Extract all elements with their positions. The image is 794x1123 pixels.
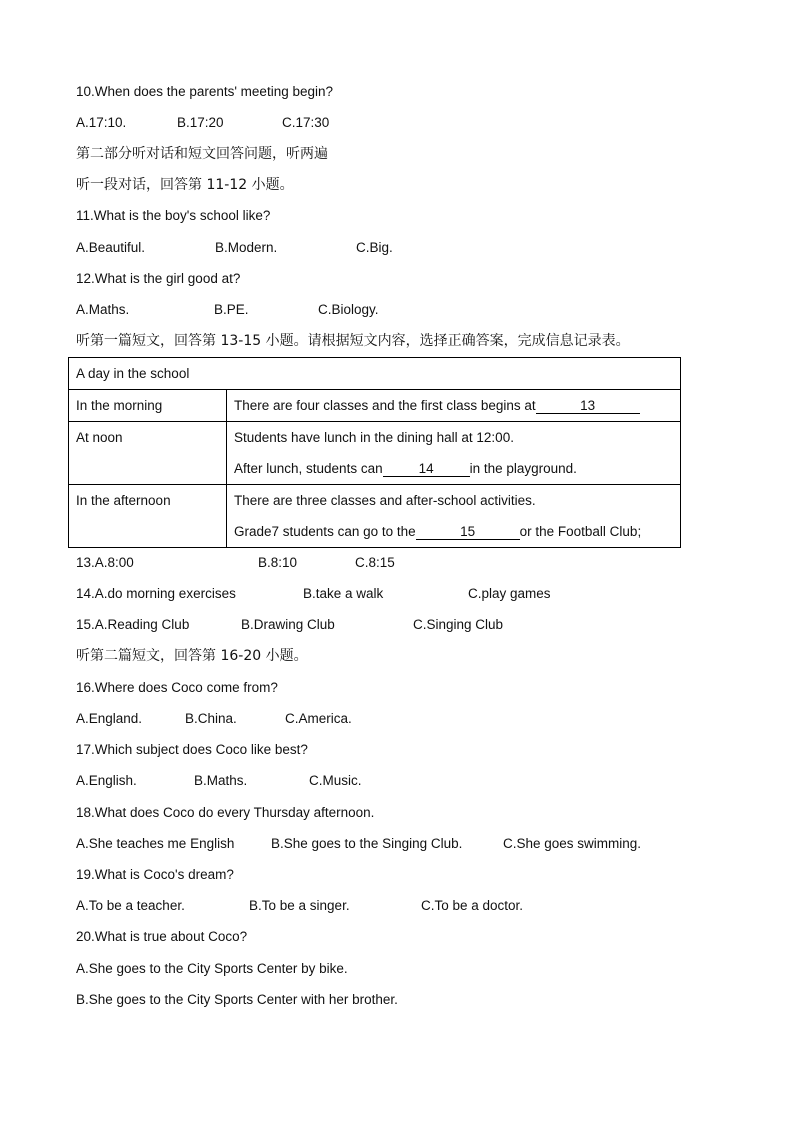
question-10: 10.When does the parents' meeting begin? xyxy=(76,84,334,99)
q13-option-c: C.8:15 xyxy=(355,555,395,570)
q16-option-b: B.China. xyxy=(185,711,237,726)
q13-option-b: B.8:10 xyxy=(258,555,298,570)
q15-option-c: C.Singing Club xyxy=(413,617,504,632)
q12-option-b: B.PE. xyxy=(214,302,249,317)
question-20: 20.What is true about Coco? xyxy=(76,929,248,944)
q16-option-a: A.England. xyxy=(76,711,143,726)
answer-blank-15: 15 xyxy=(416,524,520,540)
q10-option-a: A.17:10. xyxy=(76,115,127,130)
info-table xyxy=(68,357,681,548)
q14-option-c: C.play games xyxy=(468,586,551,601)
q14-option-a: 14.A.do morning exercises xyxy=(76,586,236,601)
q11-option-c: C.Big. xyxy=(356,240,393,255)
question-12: 12.What is the girl good at? xyxy=(76,271,241,286)
row-label: In the morning xyxy=(69,390,227,422)
q20-option-a: A.She goes to the City Sports Center by bike. xyxy=(76,961,348,976)
q10-option-b: B.17:20 xyxy=(177,115,224,130)
question-18: 18.What does Coco do every Thursday afternoon. xyxy=(76,805,375,820)
question-19: 19.What is Coco's dream? xyxy=(76,867,234,882)
table-row xyxy=(69,390,681,422)
row-label: At noon xyxy=(69,422,227,485)
q14-option-b: B.take a walk xyxy=(303,586,384,601)
q11-option-b: B.Modern. xyxy=(215,240,278,255)
part2-heading: 第二部分听对话和短文回答问题，听两遍 xyxy=(76,146,328,162)
table-row xyxy=(69,422,681,485)
table-row xyxy=(69,485,681,548)
row-content: There are four classes and the first class begins at 13 xyxy=(227,390,681,422)
q10-option-c: C.17:30 xyxy=(282,115,330,130)
q18-option-a: A.She teaches me English xyxy=(76,836,235,851)
q20-option-b: B.She goes to the City Sports Center with her brother. xyxy=(76,992,398,1007)
table-title-row xyxy=(69,358,681,390)
q17-option-a: A.English. xyxy=(76,773,137,788)
q19-option-c: C.To be a doctor. xyxy=(421,898,524,913)
q15-option-b: B.Drawing Club xyxy=(241,617,335,632)
answer-blank-13: 13 xyxy=(536,398,640,414)
passage1-instruction: 听第一篇短文，回答第 13-15 小题。请根据短文内容，选择正确答案，完成信息记录表。 xyxy=(76,333,630,349)
q18-option-c: C.She goes swimming. xyxy=(503,836,642,851)
q19-option-b: B.To be a singer. xyxy=(249,898,350,913)
q17-option-b: B.Maths. xyxy=(194,773,248,788)
q12-option-c: C.Biology. xyxy=(318,302,379,317)
question-17: 17.Which subject does Coco like best? xyxy=(76,742,308,757)
row-label: In the afternoon xyxy=(69,485,227,548)
row-content: Students have lunch in the dining hall at 12:00. After lunch, students can 14 in the playground. xyxy=(227,422,681,485)
q11-option-a: A.Beautiful. xyxy=(76,240,146,255)
question-11: 11.What is the boy's school like? xyxy=(76,208,271,223)
dialog-instruction: 听一段对话，回答第 11-12 小题。 xyxy=(76,177,294,193)
passage2-instruction: 听第二篇短文，回答第 16-20 小题。 xyxy=(76,648,308,664)
q16-option-c: C.America. xyxy=(285,711,352,726)
q12-option-a: A.Maths. xyxy=(76,302,130,317)
row-content: There are three classes and after-school activities. Grade7 students can go to the 15 or the Football Club; xyxy=(227,485,681,548)
q15-option-a: 15.A.Reading Club xyxy=(76,617,190,632)
q19-option-a: A.To be a teacher. xyxy=(76,898,185,913)
answer-blank-14: 14 xyxy=(383,461,470,477)
table-title: A day in the school xyxy=(69,358,681,390)
question-16: 16.Where does Coco come from? xyxy=(76,680,278,695)
q18-option-b: B.She goes to the Singing Club. xyxy=(271,836,463,851)
q13-option-a: 13.A.8:00 xyxy=(76,555,134,570)
q17-option-c: C.Music. xyxy=(309,773,362,788)
